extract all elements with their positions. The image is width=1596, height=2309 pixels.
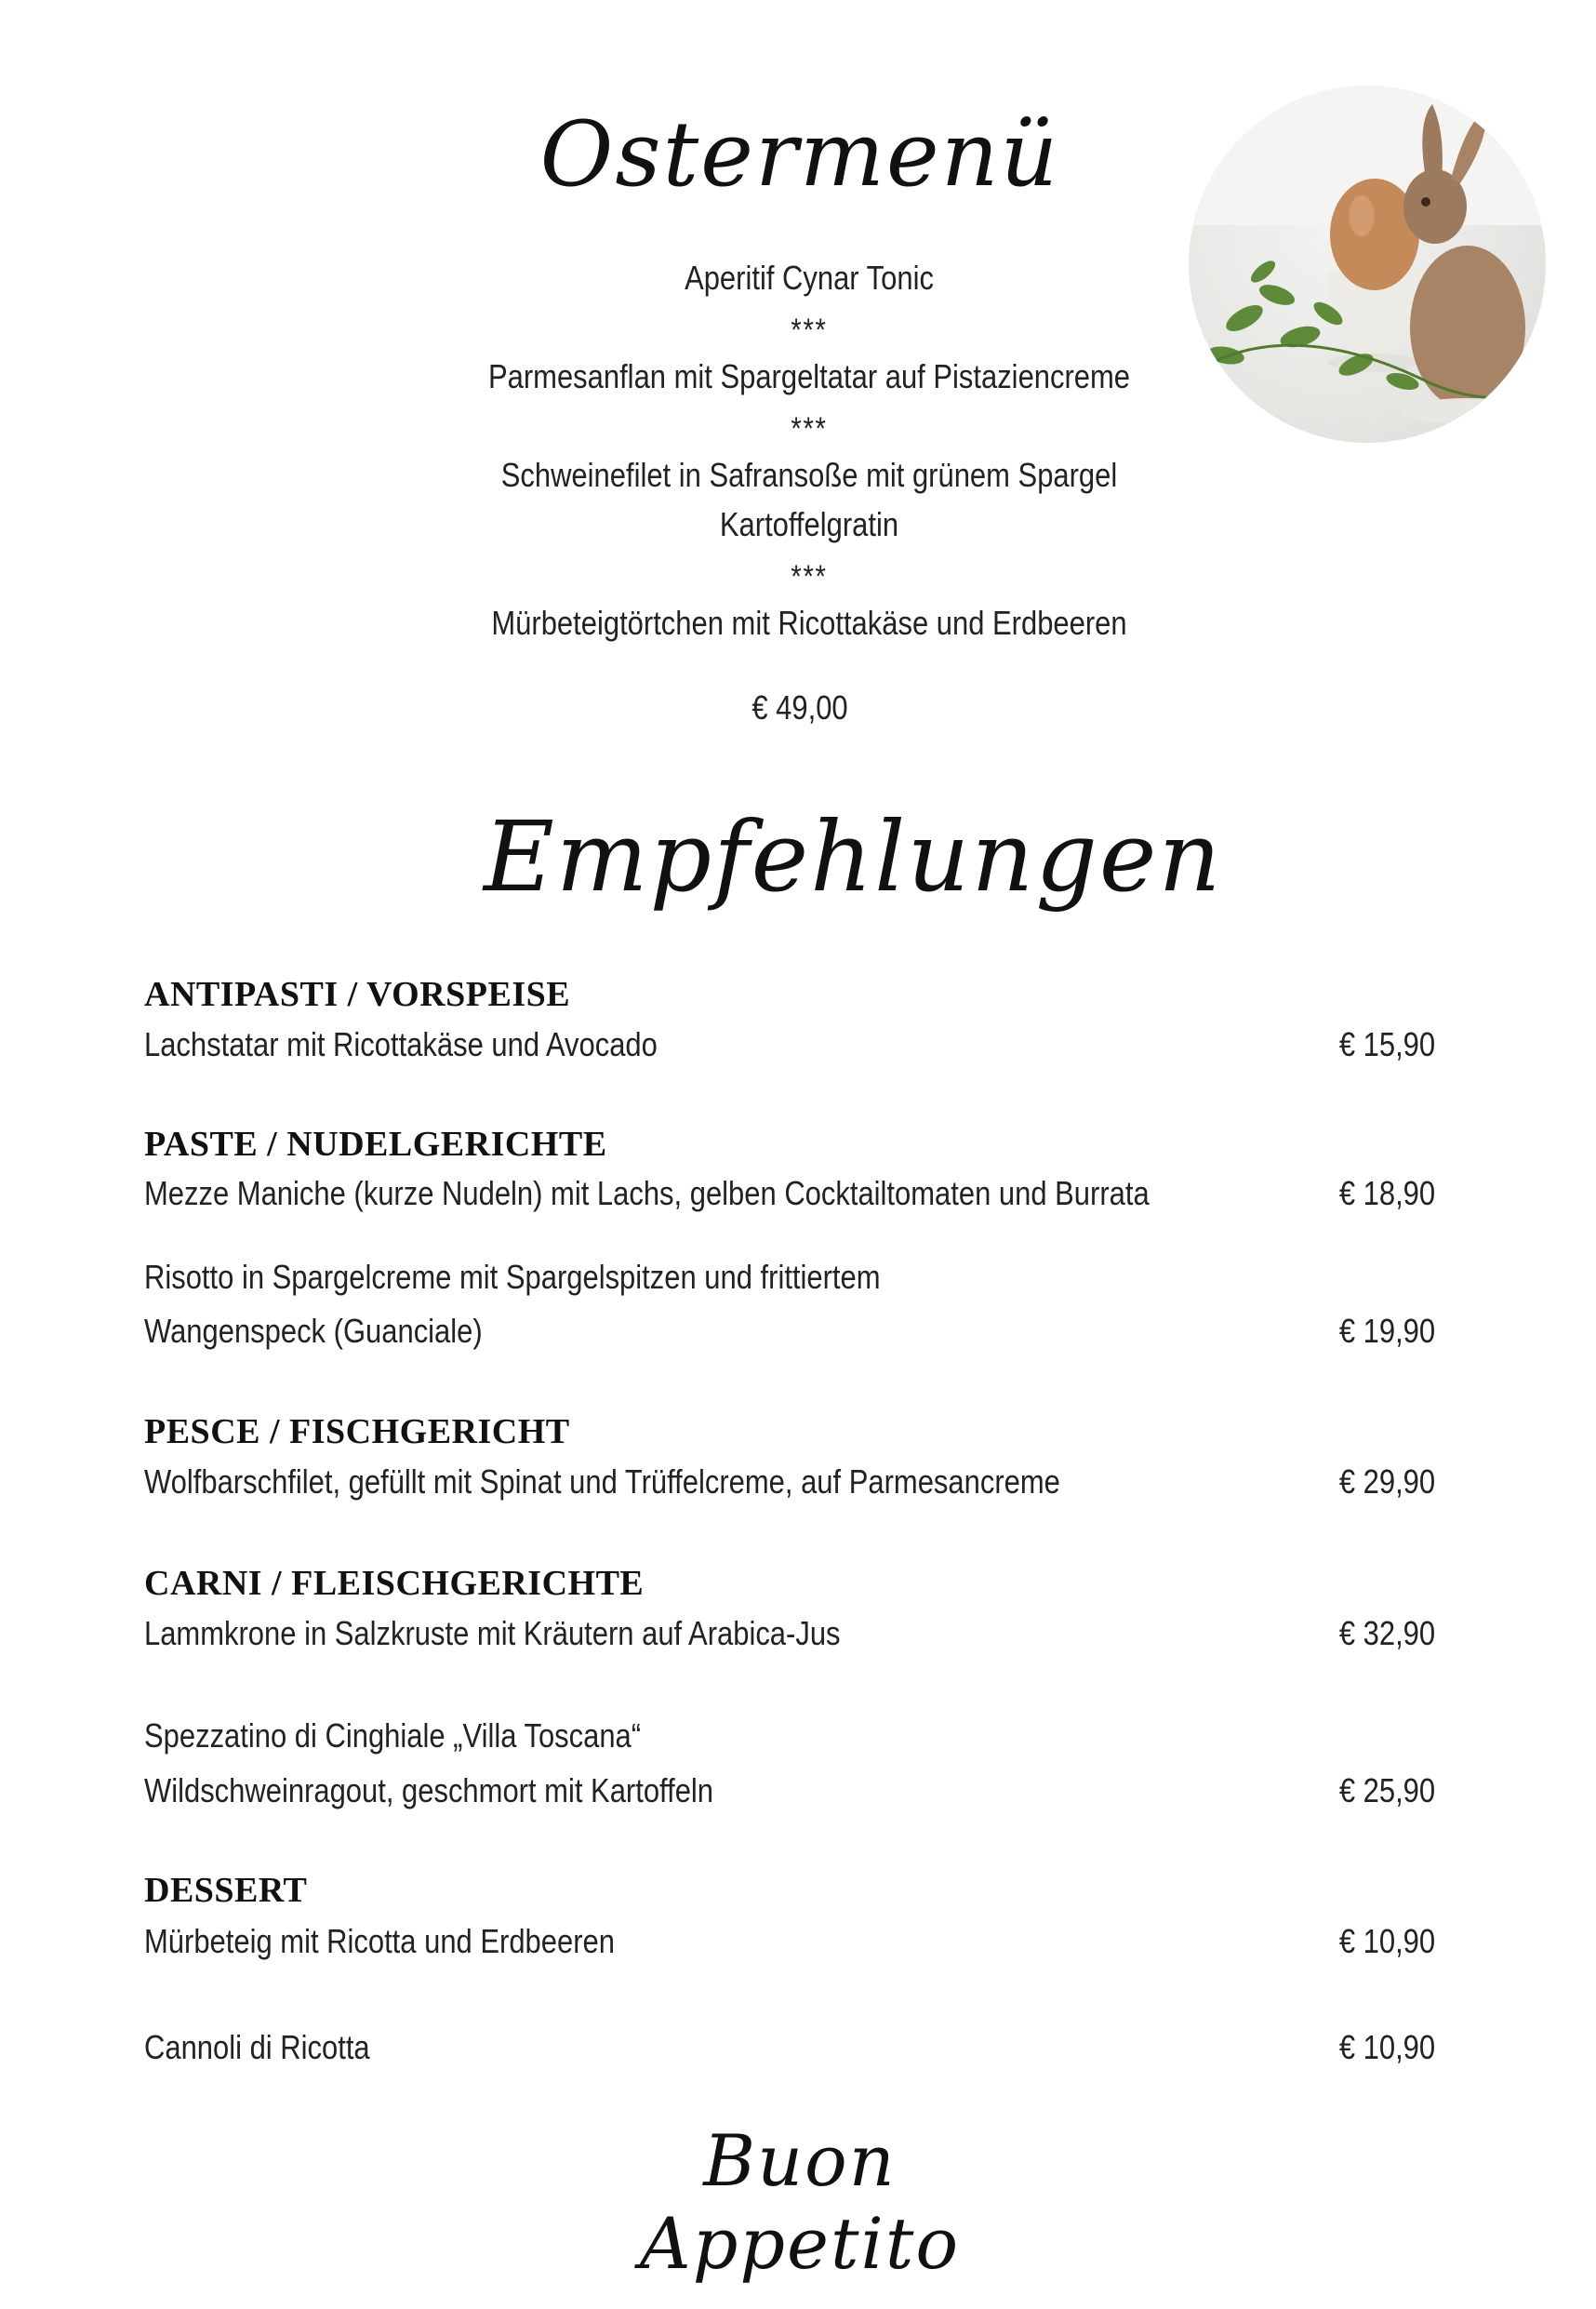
course-separator: *** [791, 559, 828, 594]
dish-price: € 32,90 [1338, 1614, 1435, 1652]
section-heading-pasta: PASTE / NUDELGERICHTE [144, 1125, 607, 1164]
course-separator: *** [791, 411, 828, 447]
dish-name: Risotto in Spargelcreme mit Spargelspitzen und frittiertem [144, 1258, 881, 1296]
easter-course-main: Schweinefilet in Safransoße mit grünem Spargel [500, 456, 1118, 494]
easter-menu-list [418, 253, 1202, 647]
dish-description: Wildschweinragout, geschmort mit Kartoffeln [144, 1771, 714, 1809]
easter-bunny-photo [1189, 86, 1546, 443]
dish-price: € 18,90 [1338, 1174, 1435, 1212]
closing-greeting: Buon Appetito [639, 2119, 961, 2285]
dish-name: Mürbeteig mit Ricotta und Erdbeeren [144, 1922, 615, 1960]
easter-course-starter: Parmesanflan mit Spargeltatar auf Pistaziencreme [487, 357, 1131, 395]
easter-course-side: Kartoffelgratin [719, 505, 899, 543]
dish-price: € 10,90 [1338, 1922, 1435, 1960]
dish-name: Wolfbarschfilet, gefüllt mit Spinat und Trüffelcreme, auf Parmesancreme [144, 1462, 1060, 1501]
section-heading-fish: PESCE / FISCHGERICHT [144, 1412, 570, 1451]
dish-price: € 25,90 [1338, 1771, 1435, 1809]
dish-name: Mezze Maniche (kurze Nudeln) mit Lachs, gelben Cocktailtomaten und Burrata [144, 1174, 1150, 1212]
dish-name: Cannoli di Ricotta [144, 2028, 370, 2066]
dish-price: € 29,90 [1338, 1462, 1435, 1501]
easter-course-aperitif: Aperitif Cynar Tonic [685, 259, 934, 297]
section-heading-dessert: DESSERT [144, 1871, 308, 1910]
dish-name: Lammkrone in Salzkruste mit Kräutern auf Arabica-Jus [144, 1614, 841, 1652]
course-separator: *** [791, 313, 828, 348]
easter-course-dessert: Mürbeteigtörtchen mit Ricottakäse und Erdbeeren [491, 604, 1127, 642]
section-heading-meat: CARNI / FLEISCHGERICHTE [144, 1564, 645, 1603]
easter-menu-price: € 49,00 [751, 688, 848, 727]
easter-menu-title: Ostermenü [539, 102, 1060, 207]
recommendations-title: Empfehlungen [484, 800, 1223, 914]
dish-name: Lachstatar mit Ricottakäse und Avocado [144, 1025, 658, 1063]
dish-name: Spezzatino di Cinghiale „Villa Toscana“ [144, 1716, 642, 1755]
dish-price: € 10,90 [1338, 2028, 1435, 2066]
section-heading-antipasti: ANTIPASTI / VORSPEISE [144, 975, 571, 1014]
bunny-egg-illustration [1189, 86, 1546, 443]
dish-description: Wangenspeck (Guanciale) [144, 1312, 483, 1350]
dish-price: € 15,90 [1338, 1025, 1435, 1063]
dish-price: € 19,90 [1338, 1312, 1435, 1350]
